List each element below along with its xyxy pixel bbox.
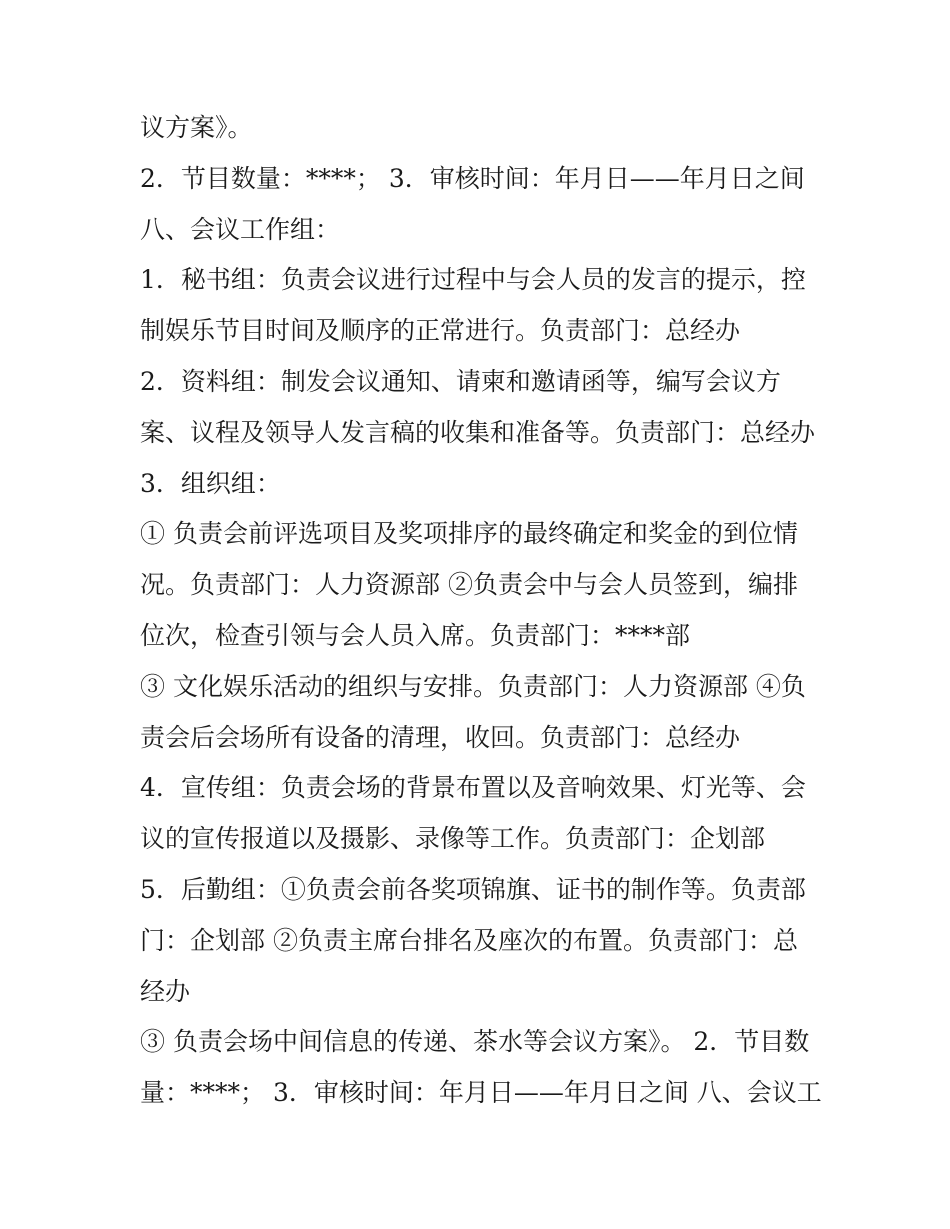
text-line: 4．宣传组：负责会场的背景布置以及音响效果、灯光等、会 xyxy=(140,773,806,803)
document-body xyxy=(140,103,830,1119)
text-line: 2．节目数量：****； 3．审核时间：年月日——年月日之间 xyxy=(140,163,805,193)
text-line: ③ 负责会场中间信息的传递、茶水等会议方案》。 2．节目数 xyxy=(140,1027,810,1057)
text-line: 案、议程及领导人发言稿的收集和准备等。负责部门：总经办 xyxy=(140,417,816,447)
text-line: 1．秘书组：负责会议进行过程中与会人员的发言的提示，控 xyxy=(140,265,806,295)
text-line: 议的宣传报道以及摄影、录像等工作。负责部门：企划部 xyxy=(140,824,766,854)
text-line: ③ 文化娱乐活动的组织与安排。负责部门：人力资源部 ④负 xyxy=(140,671,806,701)
text-line: 况。负责部门：人力资源部 ②负责会中与会人员签到，编排 xyxy=(140,570,798,600)
text-line: 5．后勤组：①负责会前各奖项锦旗、证书的制作等。负责部 xyxy=(140,874,806,904)
text-line: 制娱乐节目时间及顺序的正常进行。负责部门：总经办 xyxy=(140,316,741,346)
text-line: 位次，检查引领与会人员入席。负责部门：****部 xyxy=(140,620,691,650)
text-line: 门：企划部 ②负责主席台排名及座次的布置。负责部门：总 xyxy=(140,925,798,955)
text-line: 经办 xyxy=(140,976,191,1006)
text-line: ① 负责会前评选项目及奖项排序的最终确定和奖金的到位情 xyxy=(140,519,798,549)
text-line: 量：****； 3．审核时间：年月日——年月日之间 八、会议工 xyxy=(140,1078,822,1108)
text-line: 2．资料组：制发会议通知、请柬和邀请函等，编写会议方 xyxy=(140,366,781,396)
text-line: 责会后会场所有设备的清理，收回。负责部门：总经办 xyxy=(140,722,741,752)
text-line: 议方案》。 xyxy=(140,113,253,142)
text-line: 3．组织组： xyxy=(140,468,281,498)
section-heading: 八、会议工作组： xyxy=(140,214,341,244)
